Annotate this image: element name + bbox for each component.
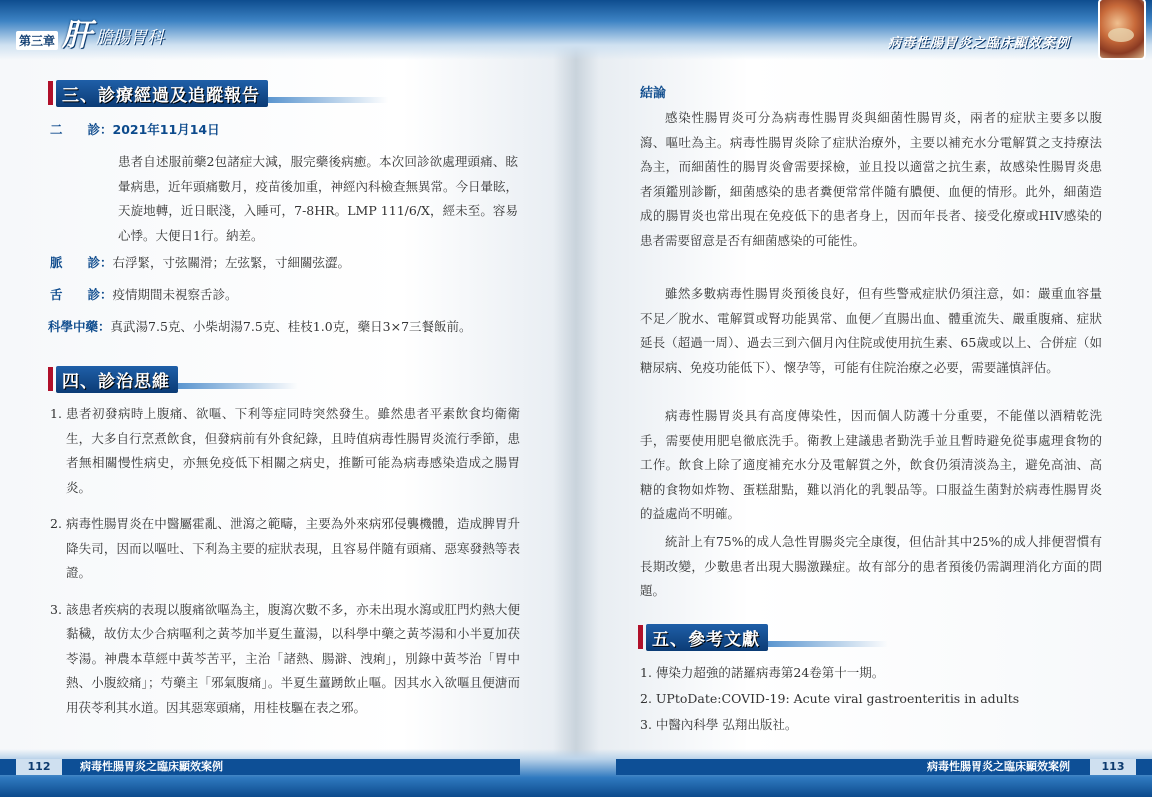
reference-item: 2. UPtoDate:COVID-19: Acute viral gastroenteritis in adults: [640, 691, 1020, 706]
item-number: 3.: [50, 601, 62, 617]
chapter-number: 第三章: [16, 31, 58, 50]
footer-title: 病毒性腸胃炎之臨床顯效案例: [927, 760, 1070, 773]
tongue-line: [50, 283, 520, 307]
herb-line: [48, 315, 523, 339]
page-number: 113: [1090, 759, 1136, 775]
second-visit-date: 2021年11月14日: [112, 122, 220, 137]
left-header-band: [0, 0, 576, 60]
right-footer-bar: [616, 759, 1152, 775]
item-text: 患者初發病時上腹痛、欲嘔、下利等症同時突然發生。雖然患者平素飲食均衛衛生，大多自行烹煮飲食，但發病前有外食紀錄，且時值病毒性腸胃炎流行季節，患者無相關慢性病史，亦無免疫低下相關之病史，推斷可能為病毒感染造成之腸胃炎。: [66, 406, 520, 495]
tongue-label: 舌 診：: [50, 287, 113, 302]
item-text: 該患者疾病的表現以腹痛欲嘔為主，腹瀉次數不多，亦未出現水瀉或肛門灼熱大便黏穢，故仿太少合病嘔利之黃芩加半夏生薑湯，以科學中藥之黃芩湯和小半夏加茯苓湯。神農本草經中黃芩苦平，主治「諸熱、腸澼、洩痢」，別錄中黃芩治「胃中熱、小腹絞痛」；芍藥主「邪氣腹痛」。半夏生薑踴飲止嘔。因其水入欲嘔且便溏而用茯苓利其水道。因其惡寒頭痛，用桂枝驅在表之邪。: [66, 601, 520, 715]
reference-item: 1. 傳染力超強的諾羅病毒第24卷第十一期。: [640, 665, 885, 680]
right-page: [576, 0, 1152, 797]
page-number: 112: [16, 759, 62, 775]
item-text: 病毒性腸胃炎在中醫屬霍亂、泄瀉之範疇，主要為外來病邪侵襲機體，造成脾胃升降失司，因而以嘔吐、下利為主要的症狀表現，且容易伴隨有頭痛、惡寒發熱等表證。: [66, 516, 520, 580]
pulse-text: 右浮緊，寸弦關滑；左弦緊，寸細關弦澀。: [112, 255, 351, 270]
thinking-list: [50, 402, 520, 732]
left-footer: [0, 749, 576, 797]
running-title: 病毒性腸胃炎之臨床顯效案例: [887, 36, 1070, 51]
right-footer: [576, 749, 1152, 797]
reference-item: 3. 中醫內科學 弘翔出版社。: [640, 717, 798, 732]
tongue-text: 疫情期間未視察舌診。: [112, 287, 238, 302]
footer-title: 病毒性腸胃炎之臨床顯效案例: [80, 760, 223, 773]
item-number: 2.: [50, 516, 62, 531]
section-title: 五、參考文獻: [646, 624, 768, 651]
section-heading-5: [638, 624, 888, 650]
section-title: 四、診治思維: [56, 366, 178, 393]
second-visit-text: 患者自述服前藥2包諸症大減，服完藥後病癒。本次回診欲處理頭痛、眩暈病患，近年頭痛數月，疫苗後加重，神經內科檢查無異常。今日暈眩，天旋地轉，近日眠淺，入睡可，7-8HR。LMP 111/6/X，經未至。容易心悸。大便日1行。納差。: [118, 154, 519, 243]
item-number: 1.: [50, 406, 62, 421]
section-heading-4: [48, 366, 298, 392]
pulse-label: 脈 診：: [50, 255, 113, 270]
conclusion-paragraph: 雖然多數病毒性腸胃炎預後良好，但有些警戒症狀仍須注意，如：嚴重血容量不足／脫水、電解質或腎功能異常、血便／直腸出血、體重流失、嚴重腹痛、症狀延長（超過一周）、過去三到六個月內住院或使用抗生素、65歲或以上、合併症（如糖尿病、免疫功能低下）、懷孕等，可能有住院治療之必要，需要謹慎評估。: [640, 286, 1102, 375]
list-item: [50, 512, 520, 586]
heading-accent-bar: [638, 625, 643, 649]
conclusion-paragraph: 統計上有75%的成人急性胃腸炎完全康復，但估計其中25%的成人排便習慣有長期改變，少數患者出現大腸激躁症。故有部分的患者預後仍需調理消化方面的問題。: [640, 534, 1102, 598]
chapter-subject: 膽腸胃科: [96, 28, 165, 48]
chapter-big-char: 肝: [62, 18, 93, 53]
section-title: 三、診療經過及追蹤報告: [56, 80, 268, 107]
right-header-band: [576, 0, 1152, 60]
conclusion-heading: 結論: [640, 86, 667, 101]
conclusion-paragraph: 感染性腸胃炎可分為病毒性腸胃炎與細菌性腸胃炎，兩者的症狀主要多以腹瀉、嘔吐為主。病毒性腸胃炎除了症狀治療外，主要以補充水分電解質之支持療法為主，而細菌性的腸胃炎會需要採檢，並且投以適當之抗生素，故感染性腸胃炎患者須鑑別診斷，細菌感染的患者糞便常常伴隨有膿便、血便的情形。此外，細菌造成的腸胃炎也常出現在免疫低下的患者身上，因而年長者、接受化療或HIV感染的患者需要留意是否有細菌感染的可能性。: [640, 110, 1102, 248]
second-visit-label: 二 診：: [50, 122, 113, 137]
heading-fade-line: [768, 641, 888, 647]
heading-accent-bar: [48, 81, 53, 105]
section-heading-3: [48, 80, 388, 106]
herb-text: 真武湯7.5克、小柴胡湯7.5克、桂枝1.0克，藥日3×7三餐飯前。: [110, 319, 472, 334]
list-item: [50, 402, 520, 500]
second-visit-line: [50, 118, 520, 142]
heading-fade-line: [268, 97, 388, 103]
food-photo: [1100, 0, 1144, 58]
reference-list: [640, 660, 1110, 738]
pulse-line: [50, 251, 520, 275]
heading-fade-line: [178, 383, 298, 389]
left-footer-bar: [0, 759, 520, 775]
heading-accent-bar: [48, 367, 53, 391]
conclusion-paragraph: 病毒性腸胃炎具有高度傳染性，因而個人防護十分重要，不能僅以酒精乾洗手，需要使用肥皂徹底洗手。衛教上建議患者勤洗手並且暫時避免從事處理食物的工作。飲食上除了適度補充水分及電解質之外，飲食仍須清淡為主，避免高油、高糖的食物如炸物、蛋糕甜點，難以消化的乳製品等。口服益生菌對於病毒性腸胃炎的益處尚不明確。: [640, 408, 1102, 521]
herb-label: 科學中藥：: [48, 319, 111, 334]
chapter-title: [16, 18, 165, 53]
list-item: [50, 598, 520, 721]
